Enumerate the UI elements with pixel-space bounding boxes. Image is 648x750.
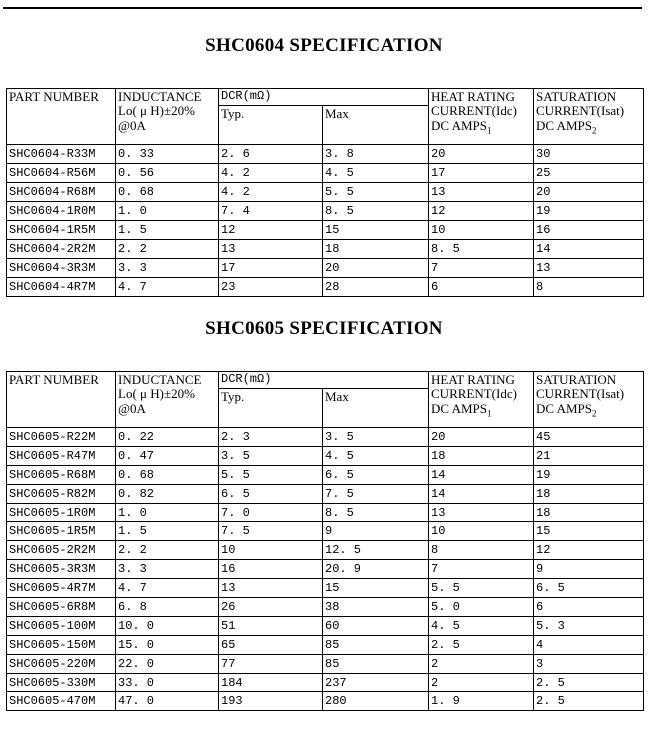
heat-current-cell: 7 bbox=[429, 560, 534, 579]
inductance-cell: 4. 7 bbox=[116, 579, 219, 598]
inductance-cell: 4. 7 bbox=[116, 278, 219, 297]
inductance-cell: 0. 56 bbox=[116, 164, 219, 183]
dcr-max-header: Max bbox=[323, 389, 429, 428]
part-number-cell: SHC0605-150M bbox=[7, 635, 116, 654]
dcr-typ-cell: 4. 2 bbox=[219, 183, 323, 202]
dcr-max-cell: 3. 8 bbox=[323, 145, 429, 164]
spec-title-shc0604: SHC0604 SPECIFICATION bbox=[205, 35, 443, 56]
dcr-max-cell: 280 bbox=[323, 692, 429, 711]
saturation-current-cell: 18 bbox=[534, 484, 644, 503]
table-row bbox=[7, 560, 644, 579]
part-number-cell: SHC0605-220M bbox=[7, 654, 116, 673]
saturation-current-cell: 25 bbox=[534, 164, 644, 183]
saturation-current-cell: 5. 3 bbox=[534, 616, 644, 635]
table-row bbox=[7, 221, 644, 240]
saturation-header-line3: DC $AMPS_2$ bbox=[536, 117, 597, 136]
table-row bbox=[7, 240, 644, 259]
inductance-cell: 0. 22 bbox=[116, 428, 219, 447]
dcr-typ-cell: 16 bbox=[219, 560, 323, 579]
dcr-max-cell: 4. 5 bbox=[323, 164, 429, 183]
table-row bbox=[7, 428, 644, 447]
dcr-typ-header: Typ. bbox=[219, 389, 323, 428]
part-number-cell: SHC0605-1R5M bbox=[7, 522, 116, 541]
heat-rating-header-line3: DC $AMPS_1$ bbox=[431, 400, 492, 419]
saturation-current-cell: 9 bbox=[534, 560, 644, 579]
saturation-header-line2: CURRENT(Isat) bbox=[536, 386, 625, 402]
dcr-typ-cell: 13 bbox=[219, 240, 323, 259]
heat-rating-header-line3: DC $AMPS_1$ bbox=[431, 117, 492, 136]
saturation-header-line1: SATURATION bbox=[536, 372, 617, 387]
heat-current-cell: 4. 5 bbox=[429, 616, 534, 635]
dcr-typ-cell: 7. 5 bbox=[219, 522, 323, 541]
dcr-typ-cell: 6. 5 bbox=[219, 484, 323, 503]
dcr-max-cell: 7. 5 bbox=[323, 484, 429, 503]
table-row bbox=[7, 145, 644, 164]
part-number-cell: SHC0604-R33M bbox=[7, 145, 116, 164]
saturation-current-cell: 45 bbox=[534, 428, 644, 447]
heat-rating-header-line1: HEAT RATING bbox=[431, 372, 515, 387]
table-row bbox=[7, 654, 644, 673]
inductance-cell: 0. 82 bbox=[116, 484, 219, 503]
saturation-current-cell: 2. 5 bbox=[534, 673, 644, 692]
heat-rating-header-line2: CURRENT(Idc) bbox=[431, 386, 517, 402]
part-number-cell: SHC0605-6R8M bbox=[7, 598, 116, 617]
part-number-cell: SHC0604-1R5M bbox=[7, 221, 116, 240]
saturation-current-cell: 6. 5 bbox=[534, 579, 644, 598]
part-number-cell: SHC0604-2R2M bbox=[7, 240, 116, 259]
heat-current-cell: 10 bbox=[429, 221, 534, 240]
dcr-max-cell: 85 bbox=[323, 654, 429, 673]
heat-current-cell: 14 bbox=[429, 484, 534, 503]
inductance-cell: 15. 0 bbox=[116, 635, 219, 654]
heat-current-cell: 2 bbox=[429, 673, 534, 692]
inductance-cell: 3. 3 bbox=[116, 560, 219, 579]
heat-current-cell: 8 bbox=[429, 541, 534, 560]
dcr-max-cell: 9 bbox=[323, 522, 429, 541]
heat-current-cell: 5. 0 bbox=[429, 598, 534, 617]
table-row bbox=[7, 202, 644, 221]
heat-subscript: 1 bbox=[487, 408, 492, 419]
heat-rating-header bbox=[429, 89, 534, 145]
table-row bbox=[7, 598, 644, 617]
saturation-current-cell: 14 bbox=[534, 240, 644, 259]
heat-current-cell: 13 bbox=[429, 183, 534, 202]
saturation-current-cell: 13 bbox=[534, 259, 644, 278]
heat-rating-header bbox=[429, 372, 534, 428]
inductance-header-line1: INDUCTANCE bbox=[118, 89, 202, 104]
heat-current-cell: 10 bbox=[429, 522, 534, 541]
table-row bbox=[7, 183, 644, 202]
heat-subscript: 1 bbox=[487, 125, 492, 136]
dcr-max-cell: 12. 5 bbox=[323, 541, 429, 560]
inductance-cell: 1. 0 bbox=[116, 202, 219, 221]
saturation-current-cell: 19 bbox=[534, 202, 644, 221]
inductance-cell: 0. 68 bbox=[116, 183, 219, 202]
table-row bbox=[7, 278, 644, 297]
inductance-cell: 1. 5 bbox=[116, 522, 219, 541]
saturation-header-line1: SATURATION bbox=[536, 89, 617, 104]
table-row bbox=[7, 616, 644, 635]
dcr-max-cell: 28 bbox=[323, 278, 429, 297]
part-number-cell: SHC0605-R47M bbox=[7, 446, 116, 465]
saturation-header-line3: DC $AMPS_2$ bbox=[536, 400, 597, 419]
saturation-header bbox=[534, 89, 644, 145]
saturation-current-cell: 12 bbox=[534, 541, 644, 560]
dcr-typ-cell: 2. 3 bbox=[219, 428, 323, 447]
dcr-typ-cell: 26 bbox=[219, 598, 323, 617]
heat-current-cell: 6 bbox=[429, 278, 534, 297]
dcr-typ-cell: 184 bbox=[219, 673, 323, 692]
dcr-max-cell: 237 bbox=[323, 673, 429, 692]
table-header bbox=[7, 372, 644, 428]
dcr-max-cell: 8. 5 bbox=[323, 202, 429, 221]
inductance-cell: 1. 0 bbox=[116, 503, 219, 522]
dcr-max-cell: 38 bbox=[323, 598, 429, 617]
dcr-max-cell: 60 bbox=[323, 616, 429, 635]
heat-current-cell: 8. 5 bbox=[429, 240, 534, 259]
part-number-cell: SHC0605-4R7M bbox=[7, 579, 116, 598]
table-row bbox=[7, 465, 644, 484]
part-number-cell: SHC0605-R22M bbox=[7, 428, 116, 447]
saturation-current-cell: 30 bbox=[534, 145, 644, 164]
dcr-typ-cell: 65 bbox=[219, 635, 323, 654]
shc0605-spec-table bbox=[6, 371, 644, 711]
heat-current-cell: 14 bbox=[429, 465, 534, 484]
inductance-header-line2: Lo( μ H)±20% bbox=[118, 103, 195, 119]
dcr-max-cell: 3. 5 bbox=[323, 428, 429, 447]
top-rule-divider bbox=[3, 7, 642, 9]
table-row bbox=[7, 164, 644, 183]
dcr-typ-cell: 12 bbox=[219, 221, 323, 240]
dcr-typ-header: Typ. bbox=[219, 106, 323, 145]
table-row bbox=[7, 446, 644, 465]
dcr-typ-cell: 51 bbox=[219, 616, 323, 635]
heat-current-cell: 18 bbox=[429, 446, 534, 465]
dcr-header: DCR(mΩ) bbox=[219, 372, 429, 389]
saturation-current-cell: 19 bbox=[534, 465, 644, 484]
table-row bbox=[7, 635, 644, 654]
inductance-cell: 33. 0 bbox=[116, 673, 219, 692]
saturation-current-cell: 20 bbox=[534, 183, 644, 202]
inductance-cell: 22. 0 bbox=[116, 654, 219, 673]
table-row bbox=[7, 522, 644, 541]
saturation-current-cell: 2. 5 bbox=[534, 692, 644, 711]
table-header bbox=[7, 89, 644, 145]
dcr-typ-cell: 3. 5 bbox=[219, 446, 323, 465]
saturation-current-cell: 21 bbox=[534, 446, 644, 465]
dcr-typ-cell: 23 bbox=[219, 278, 323, 297]
part-number-cell: SHC0605-R82M bbox=[7, 484, 116, 503]
table-row bbox=[7, 579, 644, 598]
inductance-cell: 1. 5 bbox=[116, 221, 219, 240]
part-number-cell: SHC0604-1R0M bbox=[7, 202, 116, 221]
heat-rating-header-line2: CURRENT(Idc) bbox=[431, 103, 517, 119]
saturation-current-cell: 3 bbox=[534, 654, 644, 673]
table-row bbox=[7, 484, 644, 503]
heat-current-cell: 1. 9 bbox=[429, 692, 534, 711]
dcr-max-header: Max bbox=[323, 106, 429, 145]
dcr-typ-cell: 10 bbox=[219, 541, 323, 560]
table-row bbox=[7, 673, 644, 692]
inductance-cell: 3. 3 bbox=[116, 259, 219, 278]
dcr-typ-cell: 13 bbox=[219, 579, 323, 598]
dcr-max-cell: 8. 5 bbox=[323, 503, 429, 522]
inductance-cell: 0. 68 bbox=[116, 465, 219, 484]
dcr-max-cell: 5. 5 bbox=[323, 183, 429, 202]
part-number-cell: SHC0605-470M bbox=[7, 692, 116, 711]
part-number-header: PART NUMBER bbox=[7, 89, 116, 145]
saturation-current-cell: 6 bbox=[534, 598, 644, 617]
heat-current-cell: 12 bbox=[429, 202, 534, 221]
part-number-cell: SHC0605-2R2M bbox=[7, 541, 116, 560]
dcr-typ-cell: 7. 4 bbox=[219, 202, 323, 221]
table-body bbox=[7, 145, 644, 297]
table-row bbox=[7, 259, 644, 278]
part-number-cell: SHC0604-R68M bbox=[7, 183, 116, 202]
dcr-typ-cell: 193 bbox=[219, 692, 323, 711]
part-number-cell: SHC0605-3R3M bbox=[7, 560, 116, 579]
saturation-header-line2: CURRENT(Isat) bbox=[536, 103, 625, 119]
inductance-header-line3: @0A bbox=[118, 117, 146, 133]
saturation-current-cell: 16 bbox=[534, 221, 644, 240]
inductance-cell: 47. 0 bbox=[116, 692, 219, 711]
part-number-cell: SHC0605-1R0M bbox=[7, 503, 116, 522]
inductance-header-line1: INDUCTANCE bbox=[118, 372, 202, 387]
heat-rating-header-line1: HEAT RATING bbox=[431, 89, 515, 104]
dcr-max-cell: 20. 9 bbox=[323, 560, 429, 579]
inductance-cell: 2. 2 bbox=[116, 240, 219, 259]
table-row bbox=[7, 692, 644, 711]
dcr-max-cell: 6. 5 bbox=[323, 465, 429, 484]
table-body bbox=[7, 428, 644, 711]
heat-current-cell: 7 bbox=[429, 259, 534, 278]
dcr-max-cell: 20 bbox=[323, 259, 429, 278]
dcr-typ-cell: 4. 2 bbox=[219, 164, 323, 183]
inductance-cell: 2. 2 bbox=[116, 541, 219, 560]
inductance-cell: 6. 8 bbox=[116, 598, 219, 617]
inductance-cell: 0. 33 bbox=[116, 145, 219, 164]
heat-current-cell: 2 bbox=[429, 654, 534, 673]
heat-current-cell: 20 bbox=[429, 428, 534, 447]
part-number-header: PART NUMBER bbox=[7, 372, 116, 428]
heat-current-cell: 17 bbox=[429, 164, 534, 183]
saturation-subscript: 2 bbox=[592, 125, 597, 136]
dcr-max-cell: 15 bbox=[323, 579, 429, 598]
saturation-current-cell: 15 bbox=[534, 522, 644, 541]
heat-current-cell: 20 bbox=[429, 145, 534, 164]
table-row bbox=[7, 503, 644, 522]
part-number-cell: SHC0605-330M bbox=[7, 673, 116, 692]
spec-title-shc0605: SHC0605 SPECIFICATION bbox=[205, 318, 443, 339]
part-number-cell: SHC0604-3R3M bbox=[7, 259, 116, 278]
inductance-header bbox=[116, 372, 219, 428]
dcr-typ-cell: 77 bbox=[219, 654, 323, 673]
heat-current-cell: 2. 5 bbox=[429, 635, 534, 654]
part-number-cell: SHC0604-R56M bbox=[7, 164, 116, 183]
inductance-header-line2: Lo( μ H)±20% bbox=[118, 386, 195, 402]
dcr-max-cell: 4. 5 bbox=[323, 446, 429, 465]
saturation-current-cell: 4 bbox=[534, 635, 644, 654]
dcr-typ-cell: 17 bbox=[219, 259, 323, 278]
inductance-header-line3: @0A bbox=[118, 400, 146, 416]
dcr-typ-cell: 7. 0 bbox=[219, 503, 323, 522]
inductance-cell: 10. 0 bbox=[116, 616, 219, 635]
dcr-max-cell: 85 bbox=[323, 635, 429, 654]
part-number-cell: SHC0604-4R7M bbox=[7, 278, 116, 297]
saturation-current-cell: 18 bbox=[534, 503, 644, 522]
inductance-cell: 0. 47 bbox=[116, 446, 219, 465]
dcr-typ-cell: 2. 6 bbox=[219, 145, 323, 164]
heat-current-cell: 13 bbox=[429, 503, 534, 522]
dcr-max-cell: 18 bbox=[323, 240, 429, 259]
shc0604-spec-table bbox=[6, 88, 644, 297]
dcr-typ-cell: 5. 5 bbox=[219, 465, 323, 484]
saturation-header bbox=[534, 372, 644, 428]
dcr-max-cell: 15 bbox=[323, 221, 429, 240]
table-row bbox=[7, 541, 644, 560]
heat-current-cell: 5. 5 bbox=[429, 579, 534, 598]
dcr-header: DCR(mΩ) bbox=[219, 89, 429, 106]
saturation-current-cell: 8 bbox=[534, 278, 644, 297]
saturation-subscript: 2 bbox=[592, 408, 597, 419]
part-number-cell: SHC0605-100M bbox=[7, 616, 116, 635]
part-number-cell: SHC0605-R68M bbox=[7, 465, 116, 484]
inductance-header bbox=[116, 89, 219, 145]
